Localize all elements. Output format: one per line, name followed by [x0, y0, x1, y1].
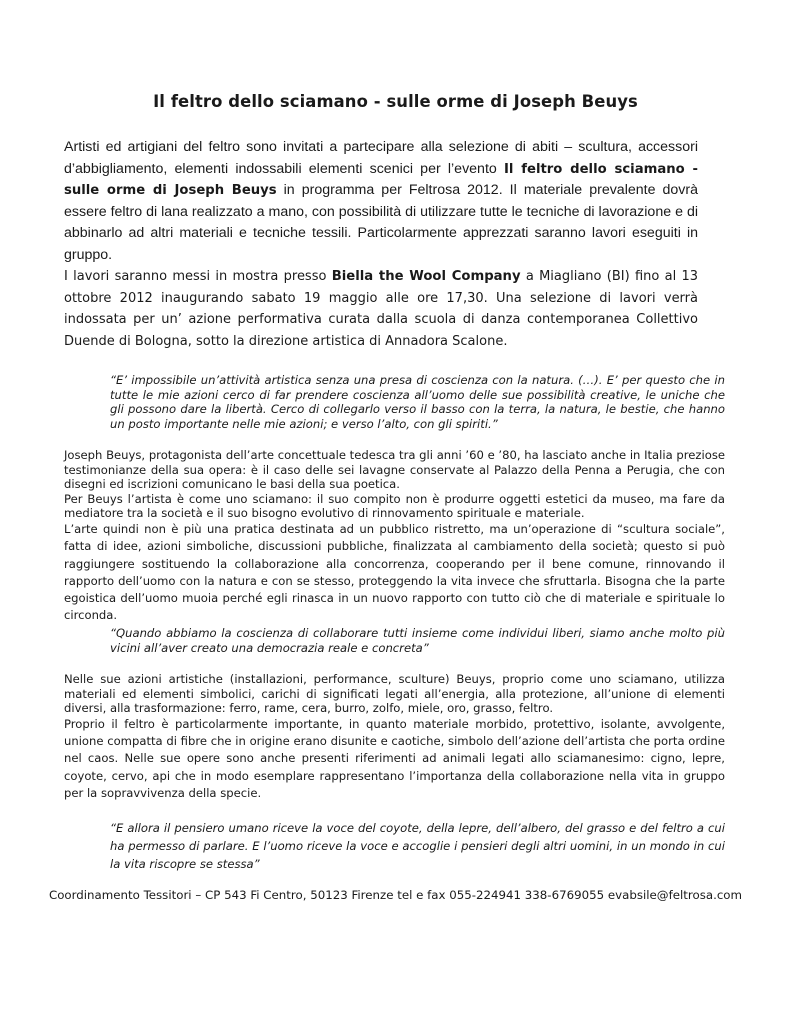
intro-paragraph-1 [64, 137, 698, 266]
quote-3: “E allora il pensiero umano riceve la voce del coyote, della lepre, dell’albero, del grasso e del feltro a cui ha permesso di parlare. E l’uomo riceve la voce e accoglie i pensieri degli altri uomini, in un mondo in cui la vita riscopre se stessa” [110, 821, 725, 871]
quote-2: “Quando abbiamo la coscienza di collaborare tutti insieme come individui liberi, siamo anche molto più vicini all’aver creato una democrazia reale e concreta” [110, 626, 725, 655]
event-name-bold: Il feltro dello sciamano - sulle orme di Joseph Beuys [64, 161, 699, 198]
body2-paragraph-1: Nelle sue azioni artistiche (installazioni, performance, sculture) Beuys, proprio come uno sciamano, utilizza materiali ed elementi simbolici, carichi di significati legati all’energia, alla protezione, all’unione di elementi diversi, alla trasformazione: ferro, rame, cera, burro, zolfo, miele, oro, grasso, feltro. [64, 672, 725, 716]
intro-section [64, 137, 698, 352]
footer-contact: Coordinamento Tessitori – CP 543 Fi Centro, 50123 Firenze tel e fax 055-224941 338-6769055 evabsile@feltrosa.com [48, 888, 743, 902]
body2-paragraph-2: Proprio il feltro è particolarmente importante, in quanto materiale morbido, protettivo, isolante, avvolgente, unione compatta di fibre che in origine erano disunite e caotiche, simbolo dell’azione dell’artista che porta ordine nel caos. Nelle sue opere sono anche presenti riferimenti ad animali legati allo sciamanesimo: cigno, lepre, coyote, cervo, api che in modo esemplare rappresentano l’importanza della collaborazione nella vita in gruppo per la sopravvivenza della specie. [64, 716, 725, 800]
intro-text-1a: Artisti ed artigiani del feltro sono invitati a partecipare alla selezione di abiti – scultura, accessori d’abbigliamento, elementi indossabili elementi scenici per l’evento [64, 139, 698, 177]
body1-paragraph-1: Joseph Beuys, protagonista dell’arte concettuale tedesca tra gli anni ’60 e ’80, ha lasciato anche in Italia preziose testimonianze della sua opera: è il caso delle sei lavagne conservate al Palazzo della Penna a Perugia, che con disegni ed iscrizioni comunicano le basi della sua poetica. [64, 448, 725, 492]
intro-text-2b: a Miagliano (BI) fino al 13 ottobre 2012 inaugurando sabato 19 maggio alle ore 17,30. Una selezione di lavori verrà indossata per un’ azione performativa curata dalla scuola di danza contemporanea Collettivo Duende di Bologna, sotto la direzione artistica di Annadora Scalone. [64, 269, 699, 349]
intro-text-1b: in programma per Feltrosa 2012. Il materiale prevalente dovrà essere feltro di lana realizzato a mano, con possibilità di utilizzare tutte le tecniche di lavorazione e di abbinarlo ad altri materiali e tecniche tessili. Particolarmente apprezzati saranno lavori eseguiti in gruppo. [64, 182, 698, 263]
body-section-2 [64, 672, 725, 802]
body-section-1 [64, 448, 725, 625]
body1-paragraph-3: L’arte quindi non è più una pratica destinata ad un pubblico ristretto, ma un’operazione di “scultura sociale”, fatta di idee, azioni simboliche, discussioni pubbliche, finalizzata al cambiamento della società; questo si può raggiungere sostituendo la collaborazione alla concorrenza, cooperando per il bene comune, rinnovando il rapporto dell’uomo con la natura e con se stesso, proteggendo la vita invece che sfruttarla. Bisogna che la parte egoistica dell’uomo muoia perché egli rinasca in un nuovo rapporto con tutto ciò che di materiale e spirituale lo circonda. [64, 521, 725, 623]
venue-name-bold: Biella the Wool Company [331, 269, 521, 284]
quote-1: “E’ impossibile un’attività artistica senza una presa di coscienza con la natura. (…). E’ per questo che in tutte le mie azioni cerco di far prendere coscienza all’uomo delle sue possibilità creative, le uniche che gli possono dare la libertà. Cerco di collegarlo verso il basso con la terra, la natura, le bestie, che hanno un posto importante nelle mie azioni; e verso l’alto, con gli spiriti.” [110, 373, 725, 431]
body1-paragraph-2: Per Beuys l’artista è come uno sciamano: il suo compito non è produrre oggetti estetici da museo, ma fare da mediatore tra la società e il suo bisogno evolutivo di rinnovamento spirituale e materiale. [64, 491, 725, 521]
document-title: Il feltro dello sciamano - sulle orme di Joseph Beuys [153, 92, 638, 111]
intro-paragraph-2 [64, 266, 698, 352]
intro-text-2a: I lavori saranno messi in mostra presso [64, 269, 332, 284]
